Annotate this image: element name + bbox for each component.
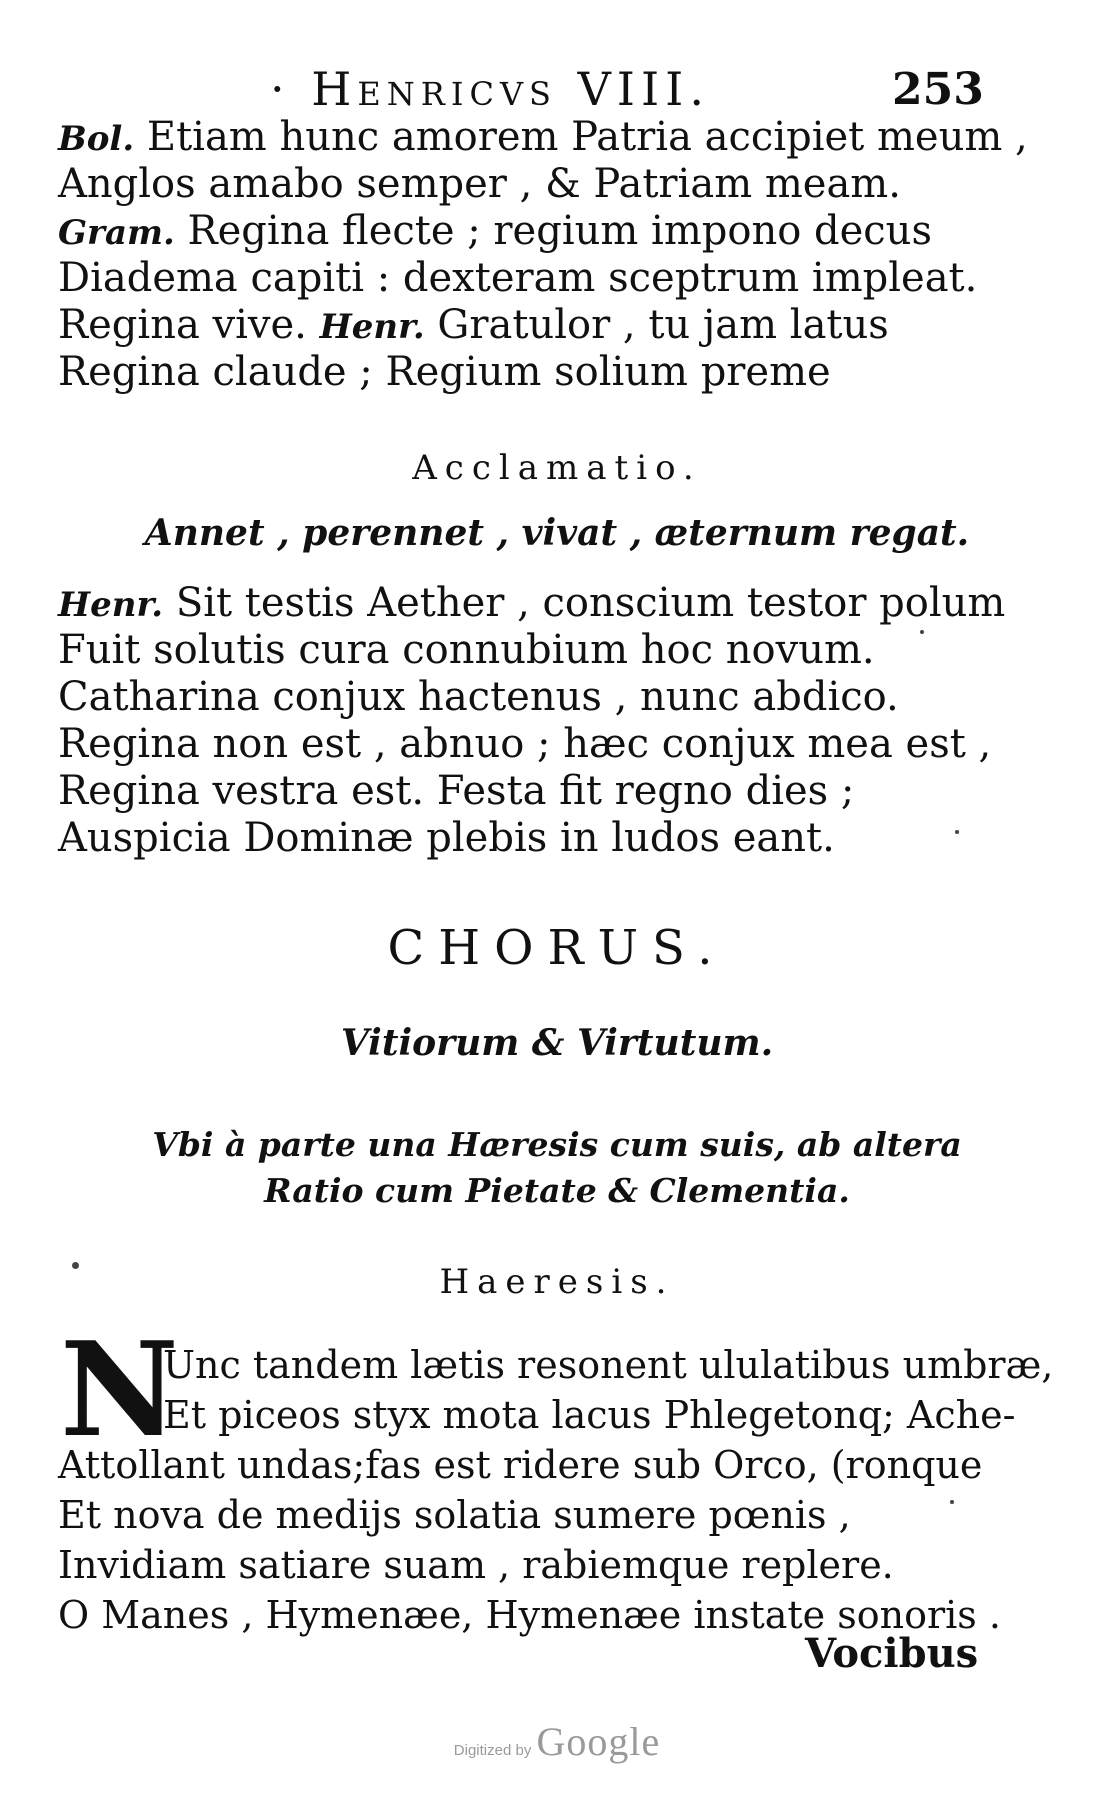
catchword: Vocibus <box>805 1630 979 1677</box>
verse-text: Fuit solutis cura connubium hoc novum. <box>58 627 875 673</box>
verse-line <box>58 208 1058 255</box>
chorus-subtitle: Vitiorum & Virtutum. <box>340 1022 774 1064</box>
verse-text: Regina claude ; Regium solium preme <box>58 349 831 395</box>
stage-direction-2: Ratio cum Pietate & Clementia. <box>264 1171 850 1210</box>
verse-text: Regina flecte ; regium impono decus <box>174 208 932 254</box>
verse-text: Diadema capiti : dexteram sceptrum impleat. <box>58 255 978 301</box>
speaker-label: Bol. <box>58 119 135 159</box>
verse-line <box>58 302 1058 349</box>
verse-text: Auspicia Dominæ plebis in ludos eant. <box>58 815 835 861</box>
ink-speck <box>72 1262 79 1269</box>
verse-line: O Manes , Hymenæe, Hymenæe instate sonoris . <box>58 1593 1001 1637</box>
verse-block-2 <box>58 580 1058 862</box>
verse-line: Invidiam satiare suam , rabiemque replere. <box>58 1543 894 1587</box>
verse-text: Regina non est , abnuo ; hæc conjux mea est , <box>58 721 992 767</box>
acclamatio-line: Annet , perennet , vivat , æternum regat. <box>144 512 970 554</box>
speaker-label: Henr. <box>58 585 164 625</box>
speaker-label: Gram. <box>58 213 175 253</box>
digitized-label: Digitized by <box>453 1742 532 1759</box>
verse-line: Et piceos styx mota lacus Phlegetonq; Ache- <box>163 1393 1016 1437</box>
verse-line <box>58 255 1058 302</box>
verse-text: Catharina conjux hactenus , nunc abdico. <box>58 674 899 720</box>
acclamatio-heading: Acclamatio. <box>412 448 702 488</box>
ink-speck <box>955 830 959 834</box>
verse-text: Etiam hunc amorem Patria accipiet meum , <box>134 114 1028 160</box>
verse-line: Et nova de medijs solatia sumere pœnis , <box>58 1493 851 1537</box>
verse-line <box>58 815 1058 862</box>
digitization-watermark <box>0 1718 1114 1765</box>
verse-line <box>58 721 1058 768</box>
page-number: 253 <box>892 64 984 115</box>
google-logo: Google <box>536 1719 661 1764</box>
verse-text: Gratulor , tu jam latus <box>424 302 889 348</box>
verse-line <box>58 349 1058 396</box>
verse-line <box>58 627 1058 674</box>
drop-cap: N <box>60 1313 179 1466</box>
ink-speck <box>950 1500 954 1504</box>
verse-text: Regina vive. <box>58 302 320 348</box>
stage-direction-1: Vbi à parte una Hæresis cum suis, ab altera <box>152 1125 962 1164</box>
ink-speck <box>920 630 924 634</box>
verse-line <box>58 580 1058 627</box>
verse-text: Regina vestra est. Festa fit regno dies ; <box>58 768 855 814</box>
verse-block-3 <box>58 1313 1068 1640</box>
chorus-heading: CHORUS. <box>387 920 727 976</box>
verse-text: Anglos amabo semper , & Patriam meam. <box>58 161 901 207</box>
running-head: · Henricvs VIII. <box>270 62 710 116</box>
verse-line <box>58 674 1058 721</box>
verse-line <box>58 161 1058 208</box>
verse-text: Sit testis Aether , conscium testor polum <box>163 580 1006 626</box>
speaker-label: Henr. <box>319 307 425 347</box>
haeresis-heading: Haeresis. <box>439 1262 675 1302</box>
verse-line <box>58 114 1058 161</box>
verse-line <box>58 768 1058 815</box>
verse-line: Unc tandem lætis resonent ululatibus umbræ, <box>163 1343 1054 1387</box>
verse-block-1 <box>58 114 1058 396</box>
verse-line: Attollant undas;fas est ridere sub Orco, (ronque <box>58 1443 983 1487</box>
